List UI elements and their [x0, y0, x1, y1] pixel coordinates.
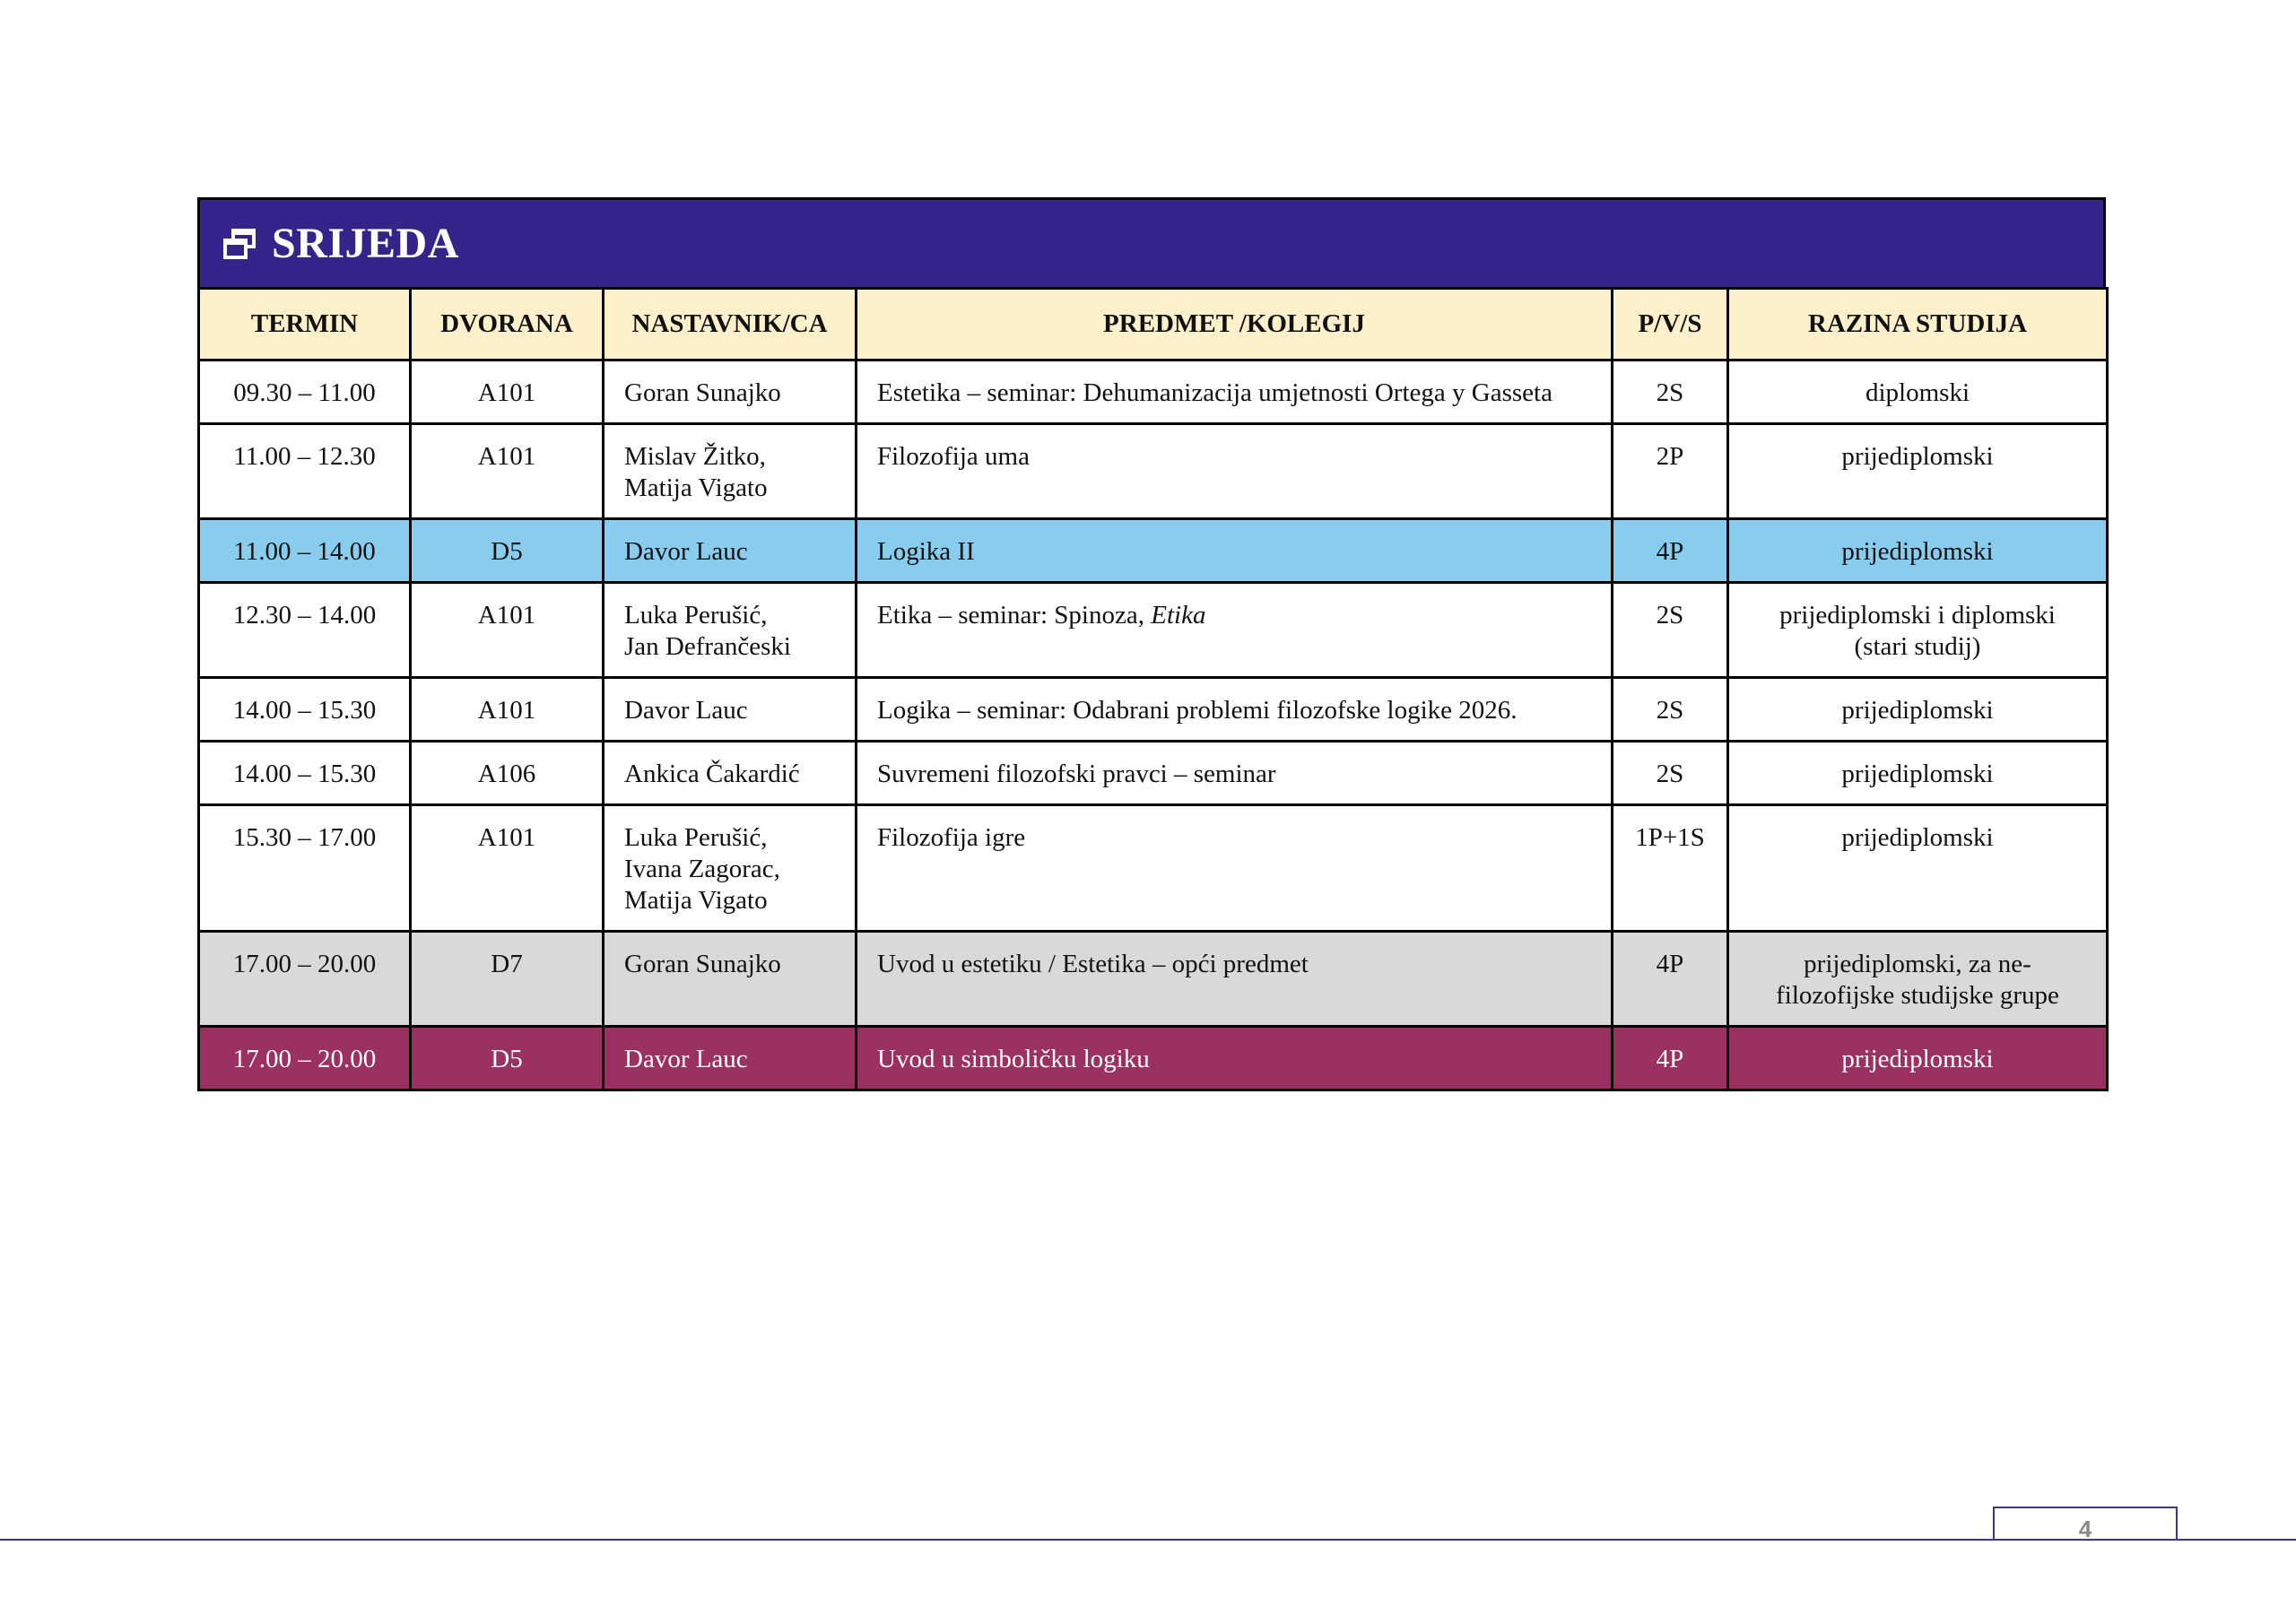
- schedule-table: [197, 287, 2109, 1091]
- cell-dvorana: A106: [411, 742, 604, 805]
- cell-razina: [1728, 583, 2108, 678]
- cell-dvorana: D5: [411, 519, 604, 583]
- cell-razina: [1728, 742, 2108, 805]
- column-header-pvs: P/V/S: [1613, 289, 1728, 360]
- cell-predmet: Filozofija uma: [857, 424, 1613, 519]
- study-level: prijediplomski: [1841, 1045, 1994, 1073]
- study-level: (stari studij): [1854, 632, 1981, 661]
- teacher-name: Goran Sunajko: [624, 950, 781, 978]
- schedule-table-wrapper: [197, 197, 2106, 1091]
- cell-pvs: 4P: [1613, 519, 1728, 583]
- cell-nastavnik: [604, 583, 857, 678]
- cell-predmet: Filozofija igre: [857, 805, 1613, 932]
- cell-nastavnik: [604, 742, 857, 805]
- cell-razina: [1728, 932, 2108, 1027]
- course-title: Etika – seminar: Spinoza,: [877, 601, 1152, 630]
- teacher-name: Matija Vigato: [624, 473, 768, 502]
- table-row-highlighted: [199, 932, 2108, 1027]
- table-row: [199, 678, 2108, 742]
- teacher-name: Mislav Žitko,: [624, 442, 766, 471]
- column-header-nastavnik: NASTAVNIK/CA: [604, 289, 857, 360]
- study-level: prijediplomski, za ne-: [1804, 950, 2031, 978]
- cell-nastavnik: [604, 360, 857, 424]
- teacher-name: Jan Defrančeski: [624, 632, 791, 661]
- study-level: prijediplomski: [1841, 760, 1994, 788]
- column-header-predmet: PREDMET /KOLEGIJ: [857, 289, 1613, 360]
- column-header-termin: TERMIN: [199, 289, 411, 360]
- cell-pvs: 2S: [1613, 678, 1728, 742]
- cell-pvs: 1P+1S: [1613, 805, 1728, 932]
- cell-razina: [1728, 424, 2108, 519]
- table-row: [199, 805, 2108, 932]
- cell-razina: [1728, 678, 2108, 742]
- table-row-highlighted: [199, 519, 2108, 583]
- cell-nastavnik: [604, 805, 857, 932]
- study-level: filozofijske studijske grupe: [1776, 981, 2059, 1010]
- study-level: prijediplomski: [1841, 696, 1994, 725]
- column-header-dvorana: DVORANA: [411, 289, 604, 360]
- cell-predmet: [857, 583, 1613, 678]
- study-level: prijediplomski: [1841, 442, 1994, 471]
- cell-dvorana: A101: [411, 805, 604, 932]
- teacher-name: Matija Vigato: [624, 886, 768, 915]
- cell-dvorana: A101: [411, 678, 604, 742]
- cell-dvorana: D7: [411, 932, 604, 1027]
- teacher-name: Ankica Čakardić: [624, 760, 800, 788]
- cell-predmet: Logika II: [857, 519, 1613, 583]
- cell-termin: 15.30 – 17.00: [199, 805, 411, 932]
- cell-razina: [1728, 519, 2108, 583]
- cell-termin: 17.00 – 20.00: [199, 1027, 411, 1090]
- table-row-highlighted: [199, 1027, 2108, 1090]
- cell-pvs: 4P: [1613, 1027, 1728, 1090]
- window-restore-icon: [222, 226, 257, 262]
- teacher-name: Luka Perušić,: [624, 823, 768, 852]
- teacher-name: Ivana Zagorac,: [624, 855, 780, 883]
- cell-nastavnik: [604, 1027, 857, 1090]
- cell-termin: 14.00 – 15.30: [199, 678, 411, 742]
- teacher-name: Davor Lauc: [624, 1045, 748, 1073]
- teacher-name: Goran Sunajko: [624, 378, 781, 407]
- cell-nastavnik: [604, 519, 857, 583]
- cell-dvorana: A101: [411, 583, 604, 678]
- column-header-row: [199, 289, 2108, 360]
- cell-pvs: 2P: [1613, 424, 1728, 519]
- cell-nastavnik: [604, 932, 857, 1027]
- cell-predmet: Uvod u simboličku logiku: [857, 1027, 1613, 1090]
- cell-termin: 17.00 – 20.00: [199, 932, 411, 1027]
- day-title: SRIJEDA: [272, 220, 459, 267]
- cell-dvorana: A101: [411, 360, 604, 424]
- cell-termin: 12.30 – 14.00: [199, 583, 411, 678]
- day-header: [197, 197, 2106, 287]
- cell-pvs: 4P: [1613, 932, 1728, 1027]
- cell-predmet: Uvod u estetiku / Estetika – opći predmet: [857, 932, 1613, 1027]
- cell-predmet: Estetika – seminar: Dehumanizacija umjetnosti Ortega y Gasseta: [857, 360, 1613, 424]
- table-row: [199, 360, 2108, 424]
- cell-predmet: Suvremeni filozofski pravci – seminar: [857, 742, 1613, 805]
- cell-termin: 11.00 – 12.30: [199, 424, 411, 519]
- teacher-name: Davor Lauc: [624, 537, 748, 566]
- study-level: diplomski: [1865, 378, 1970, 407]
- cell-termin: 11.00 – 14.00: [199, 519, 411, 583]
- cell-dvorana: D5: [411, 1027, 604, 1090]
- cell-pvs: 2S: [1613, 360, 1728, 424]
- cell-predmet: Logika – seminar: Odabrani problemi filozofske logike 2026.: [857, 678, 1613, 742]
- footer-divider: [0, 1539, 2296, 1541]
- cell-nastavnik: [604, 424, 857, 519]
- page-number: 4: [2078, 1515, 2092, 1542]
- cell-termin: 14.00 – 15.30: [199, 742, 411, 805]
- cell-nastavnik: [604, 678, 857, 742]
- teacher-name: Davor Lauc: [624, 696, 748, 725]
- study-level: prijediplomski: [1841, 537, 1994, 566]
- cell-pvs: 2S: [1613, 742, 1728, 805]
- study-level: prijediplomski: [1841, 823, 1994, 852]
- course-title-italic: Etika: [1151, 601, 1206, 630]
- study-level: prijediplomski i diplomski: [1779, 601, 2056, 630]
- cell-razina: [1728, 805, 2108, 932]
- cell-termin: 09.30 – 11.00: [199, 360, 411, 424]
- cell-razina: [1728, 360, 2108, 424]
- cell-razina: [1728, 1027, 2108, 1090]
- table-row: [199, 742, 2108, 805]
- cell-pvs: 2S: [1613, 583, 1728, 678]
- column-header-razina: RAZINA STUDIJA: [1728, 289, 2108, 360]
- cell-dvorana: A101: [411, 424, 604, 519]
- table-row: [199, 583, 2108, 678]
- teacher-name: Luka Perušić,: [624, 601, 768, 630]
- table-row: [199, 424, 2108, 519]
